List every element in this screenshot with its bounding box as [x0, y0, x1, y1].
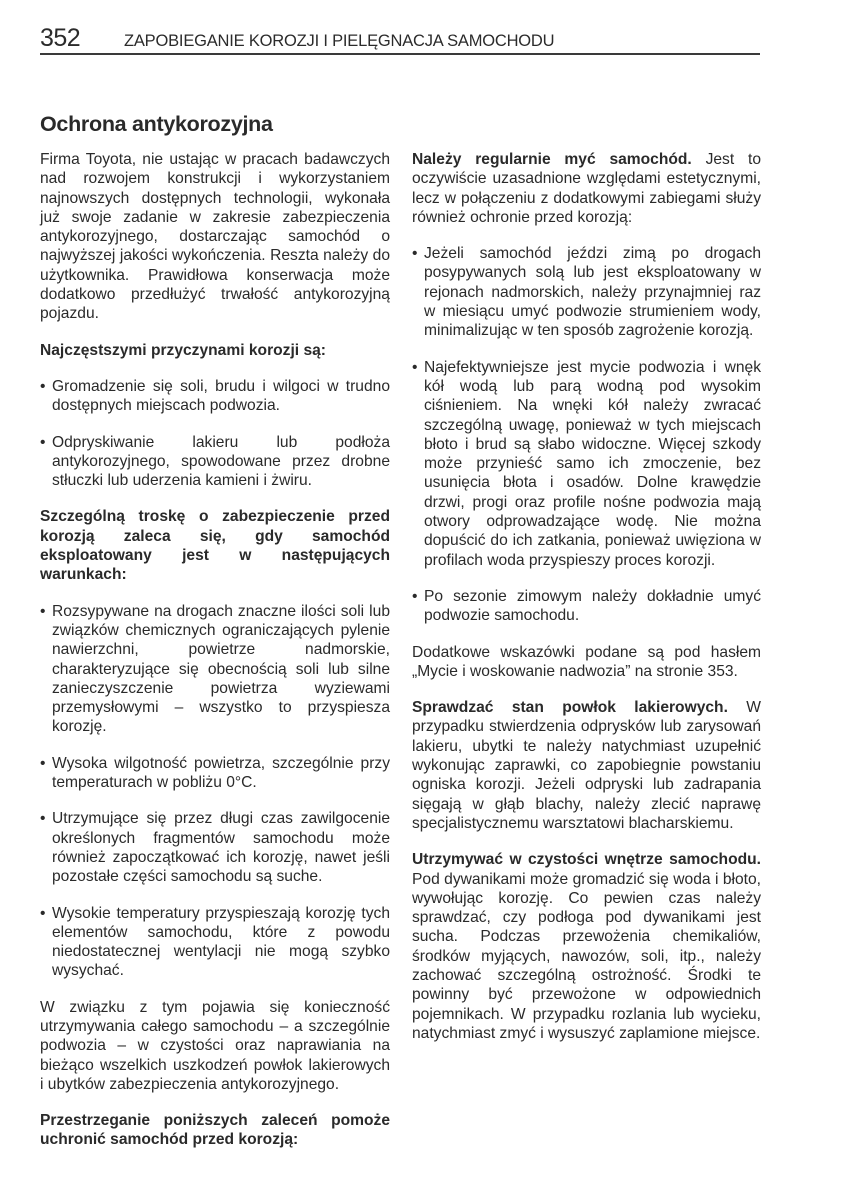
- paint-paragraph: [412, 698, 761, 833]
- conditions-heading: Szczególną troskę o zabezpieczenie przed korozją zaleca się, gdy samochód eksploatowany jest w następujących warunkach:: [40, 508, 390, 584]
- list-item: • Rozsypywane na drogach znaczne ilości soli lub związków chemicznych ograniczających pylenie nawierzchni, powietrze nadmorskie, charakteryzujące się obecnością soli lub silne zanieczyszczenie powietrza wyziewami przemysłowymi – wszystko to przyspiesza korozję.: [40, 602, 390, 737]
- wash-text: Jest to oczywiście uzasadnione względami estetycznymi, lecz w połączeniu z dodatkowymi zabiegami służy również ochronie przed korozją:: [412, 151, 761, 226]
- right-column: [412, 150, 761, 1060]
- list-item: • Po sezonie zimowym należy dokładnie umyć podwozie samochodu.: [412, 587, 761, 626]
- intro-paragraph: Firma Toyota, nie ustając w pracach badawczych nad rozwojem konstrukcji i wykorzystaniem najnowszych dostępnych technologii, wykonała już swoje zadanie w zakresie zabezpieczenia antykorozyjnego, dostarczając samochód o najwyższej jakości wykończenia. Reszta należy do użytkownika. Prawidłowa konserwacja może dodatkowo przedłużyć trwałość antykorozyjną pojazdu.: [40, 151, 390, 323]
- advice-heading: Przestrzeganie poniższych zaleceń pomoże uchronić samochód przed korozją:: [40, 1112, 390, 1149]
- running-title: ZAPOBIEGANIE KOROZJI I PIELĘGNACJA SAMOCHODU: [124, 32, 555, 50]
- list-item: • Wysoka wilgotność powietrza, szczególnie przy temperaturach w pobliżu 0°C.: [40, 754, 390, 793]
- list-item: • Wysokie temperatury przyspieszają korozję tych elementów samochodu, które z powodu niedostatecznej wentylacji nie mogą szybko wysychać.: [40, 904, 390, 981]
- conclusion-paragraph: W związku z tym pojawia się konieczność utrzymywania całego samochodu – a szczególnie podwozia – w czystości oraz naprawiania na bieżąco wszelkich uszkodzeń powłok lakierowych i ubytków zabezpieczenia antykorozyjnego.: [40, 998, 390, 1093]
- page-number: 352: [40, 24, 81, 52]
- list-item: • Utrzymujące się przez długi czas zawilgocenie określonych fragmentów samochodu może również zapoczątkować ich korozję, nawet jeśli pozostałe części samochodu są suche.: [40, 809, 390, 886]
- page-header: [40, 24, 760, 55]
- interior-paragraph: [412, 850, 761, 1043]
- wash-paragraph: [412, 150, 761, 227]
- paint-text: W przypadku stwierdzenia odprysków lub zarysowań lakieru, ubytki te należy natychmiast uzupełnić wykonując zaprawki, co zapobiegnie powstaniu ogniska korozji. Jeżeli odpryski lub zadrapania sięgają w głąb blachy, należy zlecić naprawę specjalistycznemu warsztatowi blacharskiemu.: [412, 699, 761, 832]
- list-item: • Jeżeli samochód jeździ zimą po drogach posypywanych solą lub jest eksploatowany w rejonach nadmorskich, należy przynajmniej raz w miesiącu umyć podwozie strumieniem wody, minimalizując w ten sposób zagrożenie korozją.: [412, 244, 761, 340]
- list-item: • Gromadzenie się soli, brudu i wilgoci w trudno dostępnych miejscach podwozia.: [40, 377, 390, 416]
- paint-lead: Sprawdzać stan powłok lakierowych.: [412, 699, 728, 717]
- wash-lead: Należy regularnie myć samochód.: [412, 151, 692, 168]
- list-item: • Odpryskiwanie lakieru lub podłoża antykorozyjnego, spowodowane przez drobne stłuczki lub uderzenia kamieni i żwiru.: [40, 433, 390, 491]
- left-column: [40, 150, 390, 1167]
- causes-heading: Najczęstszymi przyczynami korozji są:: [40, 341, 327, 359]
- reference-paragraph: Dodatkowe wskazówki podane są pod hasłem „Mycie i woskowanie nadwozia” na stronie 353.: [412, 643, 761, 680]
- section-title: Ochrona antykorozyjna: [40, 112, 273, 136]
- list-item: • Najefektywniejsze jest mycie podwozia i wnęk kół wodą lub parą wodną pod wysokim ciśnieniem. Na wnęki kół należy zwracać szczególną uwagę, ponieważ w tych miejscach błoto i brud są słabo widoczne. Więcej szkody może przynieść samo ich zmoczenie, bez usunięcia błota i osadów. Dolne krawędzie drzwi, progi oraz profile nośne podwozia mają otwory odprowadzające wodę. Nie można dopuścić do ich zatkania, ponieważ uwięziona w profilach woda przyspieszy proces korozji.: [412, 358, 761, 570]
- interior-lead: Utrzymywać w czystości wnętrze samochodu.: [412, 851, 761, 869]
- interior-text: Pod dywanikami może gromadzić się woda i błoto, wywołując korozję. Co pewien czas należy sprawdzać, czy podłoga pod dywanikami jest sucha. Podczas przewożenia chemikaliów, środków myjących, nawozów, soli, itp., należy zachować szczególną ostrożność. Środki te powinny być przewożone w odpowiednich pojemnikach. W przypadku rozlania lub wycieku, natychmiast zmyć i wysuszyć zaplamione miejsce.: [412, 870, 761, 1042]
